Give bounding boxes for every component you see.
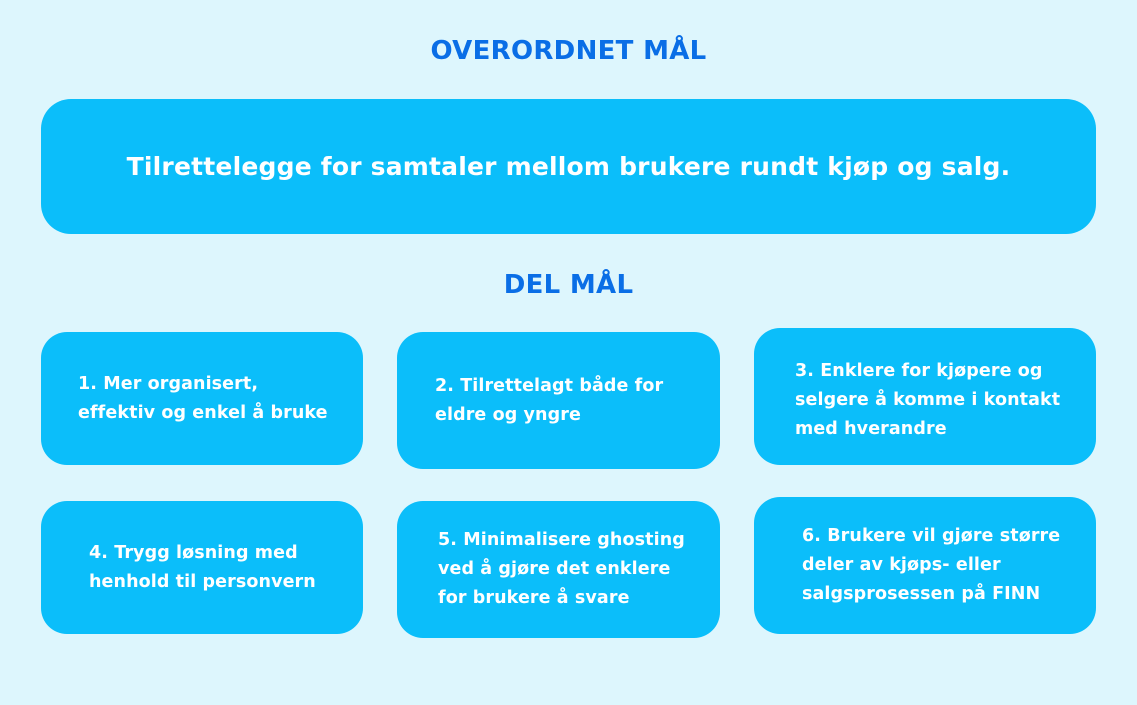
- sub-goal-text-3: 3. Enklere for kjøpere og selgere å komme i kontakt med hverandre: [795, 361, 1061, 439]
- sub-goal-box-4: [41, 501, 363, 634]
- sub-goal-box-2: [397, 332, 720, 469]
- sub-goals-heading: DEL MÅL: [503, 270, 634, 300]
- sub-goal-box-3: [754, 328, 1096, 465]
- sub-goal-box-1: [41, 332, 363, 465]
- main-goal-text: Tilrettelegge for samtaler mellom brukere rundt kjøp og salg.: [126, 152, 1011, 181]
- main-goal-box: [41, 99, 1096, 234]
- sub-goal-text-5: 5. Minimalisere ghosting ved å gjøre det enklere for brukere å svare: [438, 530, 685, 608]
- sub-goal-text-4: 4. Trygg løsning med henhold til personvern: [89, 542, 316, 592]
- sub-goal-box-5: [397, 501, 720, 638]
- main-goal-heading: OVERORDNET MÅL: [430, 36, 707, 66]
- sub-goal-text-2: 2. Tilrettelagt både for eldre og yngre: [435, 375, 664, 425]
- sub-goal-text-1: 1. Mer organisert, effektiv og enkel å bruke: [78, 373, 328, 423]
- sub-goal-box-6: [754, 497, 1096, 634]
- sub-goal-text-6: 6. Brukere vil gjøre større deler av kjøps- eller salgsprosessen på FINN: [802, 526, 1061, 604]
